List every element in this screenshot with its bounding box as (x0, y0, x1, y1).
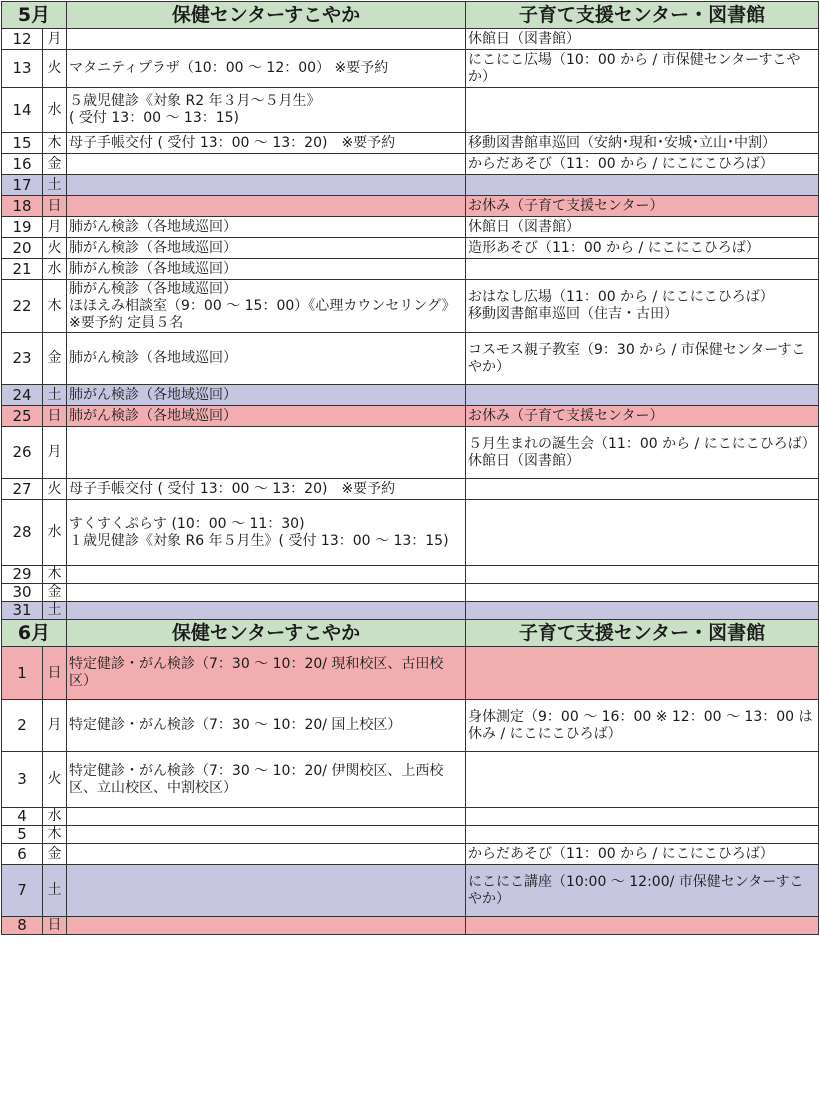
health-center-events (67, 500, 466, 566)
event-line: 造形あそび（11：00 から / にこにこひろば） (468, 239, 760, 256)
day-row (2, 917, 819, 935)
health-center-events (67, 844, 466, 865)
event-line: にこにこ広場（10：00 から / 市保健センターすこやか） (468, 51, 801, 85)
event-line: お休み（子育て支援センター） (468, 407, 664, 424)
day-number: 31 (2, 602, 43, 620)
support-library-events (466, 566, 819, 584)
weekday: 水 (43, 88, 67, 133)
weekday: 木 (43, 566, 67, 584)
day-row (2, 602, 819, 620)
calendar-body (2, 2, 819, 935)
column-header-health-center: 保健センターすこやか (67, 2, 466, 29)
support-library-events (466, 333, 819, 385)
weekday: 日 (43, 196, 67, 217)
day-number: 18 (2, 196, 43, 217)
event-line: お休み（子育て支援センター） (468, 197, 664, 214)
health-center-events (67, 154, 466, 175)
day-row (2, 133, 819, 154)
support-library-events (466, 808, 819, 826)
event-line: 肺がん検診（各地域巡回） (69, 218, 238, 235)
weekday: 水 (43, 808, 67, 826)
weekday: 土 (43, 865, 67, 917)
event-line: 休館日（図書館） (468, 218, 581, 235)
support-library-events (466, 88, 819, 133)
event-line: からだあそび（11：00 から / にこにこひろば） (468, 845, 774, 862)
day-number: 6 (2, 844, 43, 865)
support-library-events (466, 175, 819, 196)
weekday: 日 (43, 647, 67, 700)
day-number: 2 (2, 700, 43, 752)
support-library-events (466, 479, 819, 500)
health-center-events (67, 566, 466, 584)
weekday: 火 (43, 50, 67, 88)
day-number: 19 (2, 217, 43, 238)
weekday: 金 (43, 844, 67, 865)
day-number: 23 (2, 333, 43, 385)
support-library-events (466, 602, 819, 620)
weekday: 木 (43, 826, 67, 844)
day-row (2, 566, 819, 584)
weekday: 金 (43, 154, 67, 175)
health-center-events (67, 917, 466, 935)
day-number: 27 (2, 479, 43, 500)
support-library-events (466, 844, 819, 865)
month-header-row (2, 2, 819, 29)
event-line: 休館日（図書館） (468, 30, 581, 47)
event-calendar-table (1, 1, 819, 935)
day-row (2, 427, 819, 479)
month-label: 5月 (2, 2, 67, 29)
event-line: 休館日（図書館） (468, 452, 581, 469)
day-number: 3 (2, 752, 43, 808)
day-number: 17 (2, 175, 43, 196)
event-line: 移動図書館車巡回（安納･現和･安城･立山･中割） (468, 134, 777, 151)
health-center-events (67, 602, 466, 620)
month-label: 6月 (2, 620, 67, 647)
weekday: 水 (43, 259, 67, 280)
weekday: 火 (43, 752, 67, 808)
day-number: 29 (2, 566, 43, 584)
event-line: 特定健診・がん検診（7：30 ～ 10：20/ 伊関校区、上西校区、立山校区、中割校区） (69, 762, 444, 796)
support-library-events (466, 752, 819, 808)
weekday: 金 (43, 584, 67, 602)
day-row (2, 406, 819, 427)
day-number: 15 (2, 133, 43, 154)
day-row (2, 238, 819, 259)
health-center-events (67, 280, 466, 333)
event-line: 特定健診・がん検診（7：30 ～ 10：20/ 国上校区） (69, 717, 402, 733)
event-line: ( 受付 13：00 ～ 13：15) (69, 110, 239, 126)
column-header-support-library: 子育て支援センター・図書館 (466, 620, 819, 647)
health-center-events (67, 479, 466, 500)
weekday: 土 (43, 385, 67, 406)
event-line: 肺がん検診（各地域巡回） (69, 386, 238, 403)
event-line: 肺がん検診（各地域巡回） (69, 260, 238, 277)
day-number: 5 (2, 826, 43, 844)
support-library-events (466, 427, 819, 479)
support-library-events (466, 238, 819, 259)
event-line: からだあそび（11：00 から / にこにこひろば） (468, 155, 774, 172)
day-row (2, 752, 819, 808)
event-line: おはなし広場（11：00 から / にこにこひろば） (468, 289, 774, 305)
day-number: 14 (2, 88, 43, 133)
event-line: にこにこ講座（10:00 ～ 12:00/ 市保健センターすこやか） (468, 873, 804, 907)
weekday: 火 (43, 479, 67, 500)
support-library-events (466, 584, 819, 602)
weekday: 水 (43, 500, 67, 566)
health-center-events (67, 29, 466, 50)
day-number: 26 (2, 427, 43, 479)
health-center-events (67, 406, 466, 427)
day-number: 7 (2, 865, 43, 917)
day-row (2, 175, 819, 196)
day-number: 24 (2, 385, 43, 406)
support-library-events (466, 280, 819, 333)
health-center-events (67, 196, 466, 217)
weekday: 土 (43, 175, 67, 196)
health-center-events (67, 700, 466, 752)
support-library-events (466, 154, 819, 175)
support-library-events (466, 865, 819, 917)
weekday: 月 (43, 217, 67, 238)
health-center-events (67, 865, 466, 917)
health-center-events (67, 752, 466, 808)
support-library-events (466, 700, 819, 752)
day-number: 22 (2, 280, 43, 333)
day-row (2, 700, 819, 752)
event-line: ５月生まれの誕生会（11：00 から / にこにこひろば） (468, 435, 816, 452)
day-row (2, 647, 819, 700)
day-row (2, 385, 819, 406)
support-library-events (466, 647, 819, 700)
day-row (2, 333, 819, 385)
event-line: ５歳児健診《対象 R2 年３月～５月生》 (69, 93, 321, 109)
health-center-events (67, 333, 466, 385)
health-center-events (67, 175, 466, 196)
health-center-events (67, 238, 466, 259)
day-number: 13 (2, 50, 43, 88)
day-row (2, 29, 819, 50)
month-header-row (2, 620, 819, 647)
health-center-events (67, 826, 466, 844)
weekday: 日 (43, 406, 67, 427)
event-line: 身体測定（9：00 ～ 16：00 ※ 12：00 ～ 13：00 は休み / にこにこひろば） (468, 708, 813, 742)
event-line: 移動図書館車巡回（住吉・古田） (468, 306, 679, 322)
weekday: 日 (43, 917, 67, 935)
event-line: 肺がん検診（各地域巡回） (69, 407, 238, 424)
day-row (2, 844, 819, 865)
day-number: 4 (2, 808, 43, 826)
day-row (2, 865, 819, 917)
health-center-events (67, 50, 466, 88)
event-line: ほほえみ相談室（9：00 ～ 15：00）《心理カウンセリング》※要予約 定員５名 (69, 297, 456, 331)
support-library-events (466, 826, 819, 844)
column-header-health-center: 保健センターすこやか (67, 620, 466, 647)
event-line: 特定健診・がん検診（7：30 ～ 10：20/ 現和校区、古田校区） (69, 656, 444, 689)
weekday: 土 (43, 602, 67, 620)
health-center-events (67, 259, 466, 280)
day-row (2, 259, 819, 280)
day-number: 20 (2, 238, 43, 259)
day-row (2, 584, 819, 602)
event-line: マタニティプラザ（10：00 ～ 12：00） ※要予約 (69, 60, 389, 76)
day-row (2, 280, 819, 333)
health-center-events (67, 427, 466, 479)
event-line: 肺がん検診（各地域巡回） (69, 280, 238, 297)
event-line: コスモス親子教室（9：30 から / 市保健センターすこやか） (468, 341, 806, 375)
health-center-events (67, 584, 466, 602)
health-center-events (67, 808, 466, 826)
health-center-events (67, 385, 466, 406)
weekday: 月 (43, 29, 67, 50)
support-library-events (466, 917, 819, 935)
support-library-events (466, 406, 819, 427)
support-library-events (466, 50, 819, 88)
weekday: 木 (43, 133, 67, 154)
support-library-events (466, 500, 819, 566)
support-library-events (466, 133, 819, 154)
event-line: １歳児健診《対象 R6 年５月生》( 受付 13：00 ～ 13：15) (69, 532, 449, 549)
support-library-events (466, 217, 819, 238)
weekday: 月 (43, 700, 67, 752)
day-row (2, 217, 819, 238)
day-row (2, 50, 819, 88)
day-row (2, 500, 819, 566)
health-center-events (67, 88, 466, 133)
weekday: 月 (43, 427, 67, 479)
day-number: 30 (2, 584, 43, 602)
day-number: 16 (2, 154, 43, 175)
event-line: すくすくぷらす (10：00 ～ 11：30) (69, 515, 305, 532)
column-header-support-library: 子育て支援センター・図書館 (466, 2, 819, 29)
weekday: 金 (43, 333, 67, 385)
event-line: 母子手帳交付 ( 受付 13：00 ～ 13：20) ※要予約 (69, 480, 396, 497)
weekday: 木 (43, 280, 67, 333)
health-center-events (67, 647, 466, 700)
support-library-events (466, 385, 819, 406)
day-number: 25 (2, 406, 43, 427)
day-row (2, 88, 819, 133)
day-number: 21 (2, 259, 43, 280)
health-center-events (67, 217, 466, 238)
event-line: 母子手帳交付 ( 受付 13：00 ～ 13：20) ※要予約 (69, 134, 396, 151)
event-line: 肺がん検診（各地域巡回） (69, 350, 238, 366)
day-number: 12 (2, 29, 43, 50)
health-center-events (67, 133, 466, 154)
day-number: 28 (2, 500, 43, 566)
weekday: 火 (43, 238, 67, 259)
day-row (2, 808, 819, 826)
day-row (2, 479, 819, 500)
day-number: 1 (2, 647, 43, 700)
day-row (2, 196, 819, 217)
day-number: 8 (2, 917, 43, 935)
day-row (2, 154, 819, 175)
day-row (2, 826, 819, 844)
support-library-events (466, 196, 819, 217)
event-line: 肺がん検診（各地域巡回） (69, 239, 238, 256)
support-library-events (466, 259, 819, 280)
support-library-events (466, 29, 819, 50)
